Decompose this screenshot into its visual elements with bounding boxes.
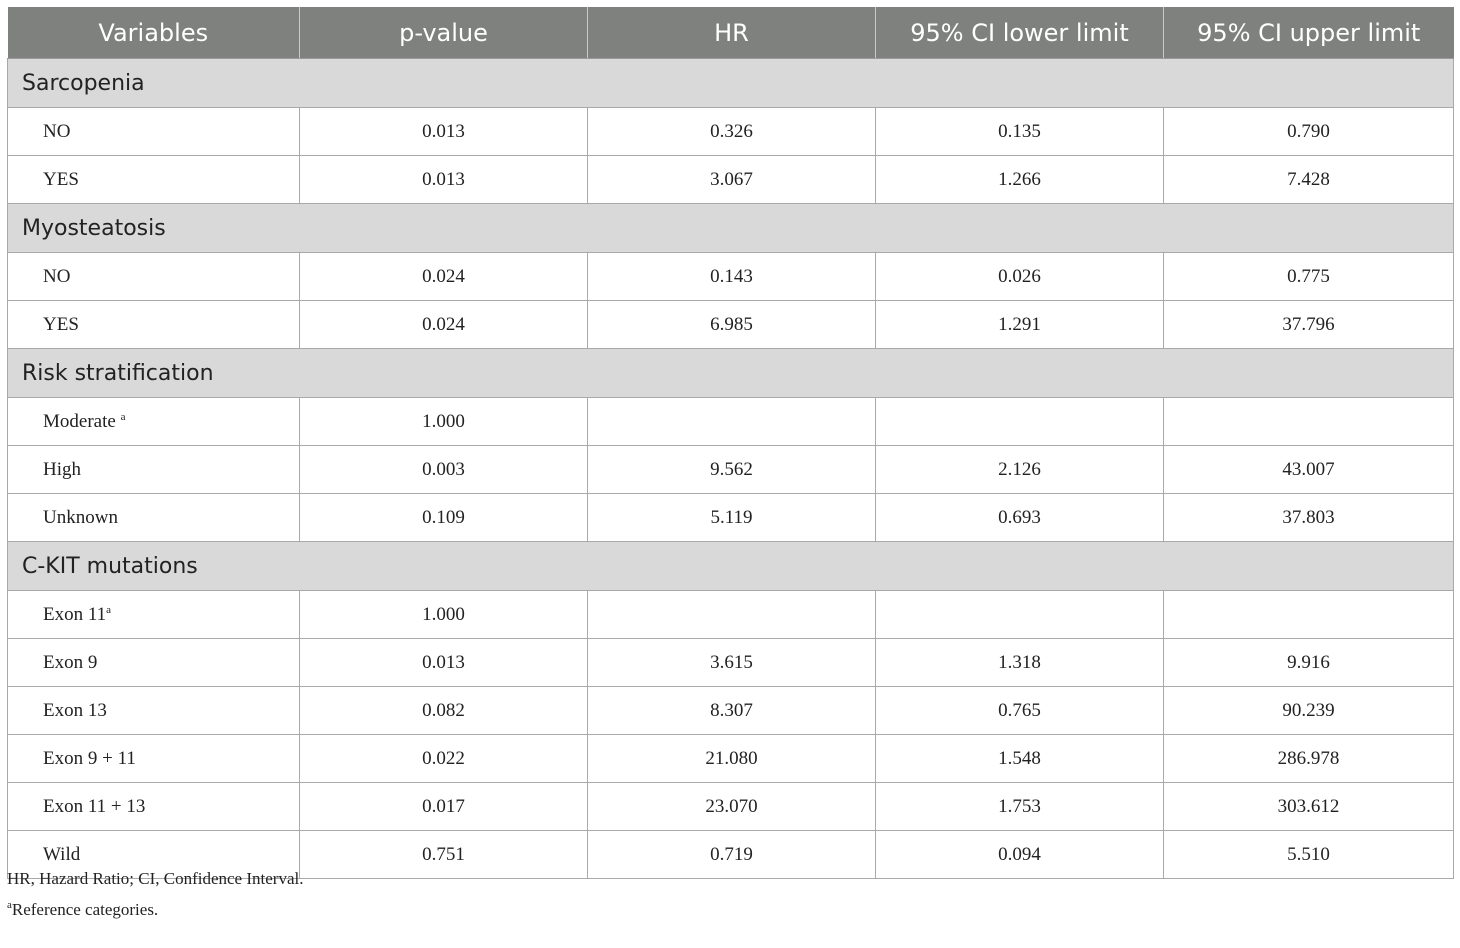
ci-upper-cell: 7.428 [1164,156,1454,204]
hr-cell: 0.143 [588,253,876,301]
column-header-ci-lower: 95% CI lower limit [876,7,1164,59]
p-value-cell: 0.751 [300,831,588,879]
ci-lower-cell: 1.318 [876,639,1164,687]
section-title: C-KIT mutations [8,542,1454,591]
variable-cell [8,783,300,831]
table-row [8,783,1454,831]
ci-lower-cell [876,591,1164,639]
ci-upper-cell: 5.510 [1164,831,1454,879]
variable-label: High [43,458,81,480]
ci-upper-cell [1164,591,1454,639]
hr-cell [588,398,876,446]
hr-cell: 3.067 [588,156,876,204]
table-row [8,639,1454,687]
section-row [8,349,1454,398]
ci-upper-cell: 37.796 [1164,301,1454,349]
variable-label: Moderate [43,410,121,432]
section-title: Myosteatosis [8,204,1454,253]
ci-upper-cell: 303.612 [1164,783,1454,831]
ci-lower-cell: 1.753 [876,783,1164,831]
variable-cell [8,108,300,156]
hr-cell: 9.562 [588,446,876,494]
ci-upper-cell: 37.803 [1164,494,1454,542]
ci-upper-cell: 9.916 [1164,639,1454,687]
table-row [8,253,1454,301]
hr-cell: 3.615 [588,639,876,687]
section-row [8,542,1454,591]
p-value-cell: 0.013 [300,639,588,687]
table-row [8,591,1454,639]
variable-cell [8,156,300,204]
variable-label: YES [43,168,79,190]
variable-cell [8,591,300,639]
section-title: Risk stratification [8,349,1454,398]
variable-label: Unknown [43,506,118,528]
table-footnotes [7,866,303,923]
variable-cell [8,735,300,783]
ci-lower-cell: 0.693 [876,494,1164,542]
column-header-hr: HR [588,7,876,59]
footnote-abbreviations: HR, Hazard Ratio; CI, Confidence Interval. [7,869,304,888]
table-row [8,735,1454,783]
hr-cell [588,591,876,639]
reference-marker: a [106,603,112,616]
table-row [8,446,1454,494]
variable-cell [8,253,300,301]
variable-label: Exon 9 [43,651,98,673]
footnote-reference-marker: a [7,899,12,911]
footnote-reference-text: Reference categories. [11,900,159,919]
section-row [8,204,1454,253]
table-row [8,398,1454,446]
p-value-cell: 0.082 [300,687,588,735]
reference-marker: a [120,410,126,423]
p-value-cell: 0.017 [300,783,588,831]
column-header-variables: Variables [8,7,300,59]
variable-label: Exon 11 [43,603,107,625]
ci-lower-cell: 0.135 [876,108,1164,156]
p-value-cell: 0.022 [300,735,588,783]
section-title: Sarcopenia [8,59,1454,108]
variable-cell [8,446,300,494]
footnote-reference [7,892,303,923]
ci-lower-cell: 0.094 [876,831,1164,879]
ci-lower-cell: 0.026 [876,253,1164,301]
ci-upper-cell: 90.239 [1164,687,1454,735]
section-row [8,59,1454,108]
table-body [8,59,1454,879]
p-value-cell: 0.024 [300,301,588,349]
p-value-cell: 0.013 [300,156,588,204]
table-row [8,301,1454,349]
hazard-ratio-table [7,7,1454,879]
p-value-cell: 0.013 [300,108,588,156]
variable-label: YES [43,313,79,335]
ci-upper-cell: 43.007 [1164,446,1454,494]
p-value-cell: 0.109 [300,494,588,542]
hr-cell: 8.307 [588,687,876,735]
hr-cell: 23.070 [588,783,876,831]
ci-lower-cell: 0.765 [876,687,1164,735]
hr-cell: 21.080 [588,735,876,783]
column-header-p-value: p-value [300,7,588,59]
variable-cell [8,398,300,446]
variable-label: Exon 9 + 11 [43,747,136,769]
variable-cell [8,301,300,349]
variable-label: Exon 13 [43,699,107,721]
ci-lower-cell: 2.126 [876,446,1164,494]
table-row [8,156,1454,204]
p-value-cell: 1.000 [300,398,588,446]
hr-cell: 5.119 [588,494,876,542]
hr-cell: 0.719 [588,831,876,879]
table-row [8,687,1454,735]
variable-cell [8,494,300,542]
table-row [8,108,1454,156]
results-table-container [7,7,1453,879]
variable-label: NO [43,120,71,142]
hr-cell: 6.985 [588,301,876,349]
ci-lower-cell [876,398,1164,446]
variable-cell [8,639,300,687]
p-value-cell: 0.024 [300,253,588,301]
column-header-ci-upper: 95% CI upper limit [1164,7,1454,59]
ci-upper-cell: 0.790 [1164,108,1454,156]
variable-cell [8,687,300,735]
ci-upper-cell: 286.978 [1164,735,1454,783]
table-row [8,494,1454,542]
p-value-cell: 1.000 [300,591,588,639]
variable-label: NO [43,265,71,287]
ci-upper-cell: 0.775 [1164,253,1454,301]
variable-label: Exon 11 + 13 [43,795,146,817]
ci-upper-cell [1164,398,1454,446]
ci-lower-cell: 1.266 [876,156,1164,204]
variable-label: Wild [43,843,81,865]
ci-lower-cell: 1.291 [876,301,1164,349]
p-value-cell: 0.003 [300,446,588,494]
hr-cell: 0.326 [588,108,876,156]
header-row [8,7,1454,59]
ci-lower-cell: 1.548 [876,735,1164,783]
